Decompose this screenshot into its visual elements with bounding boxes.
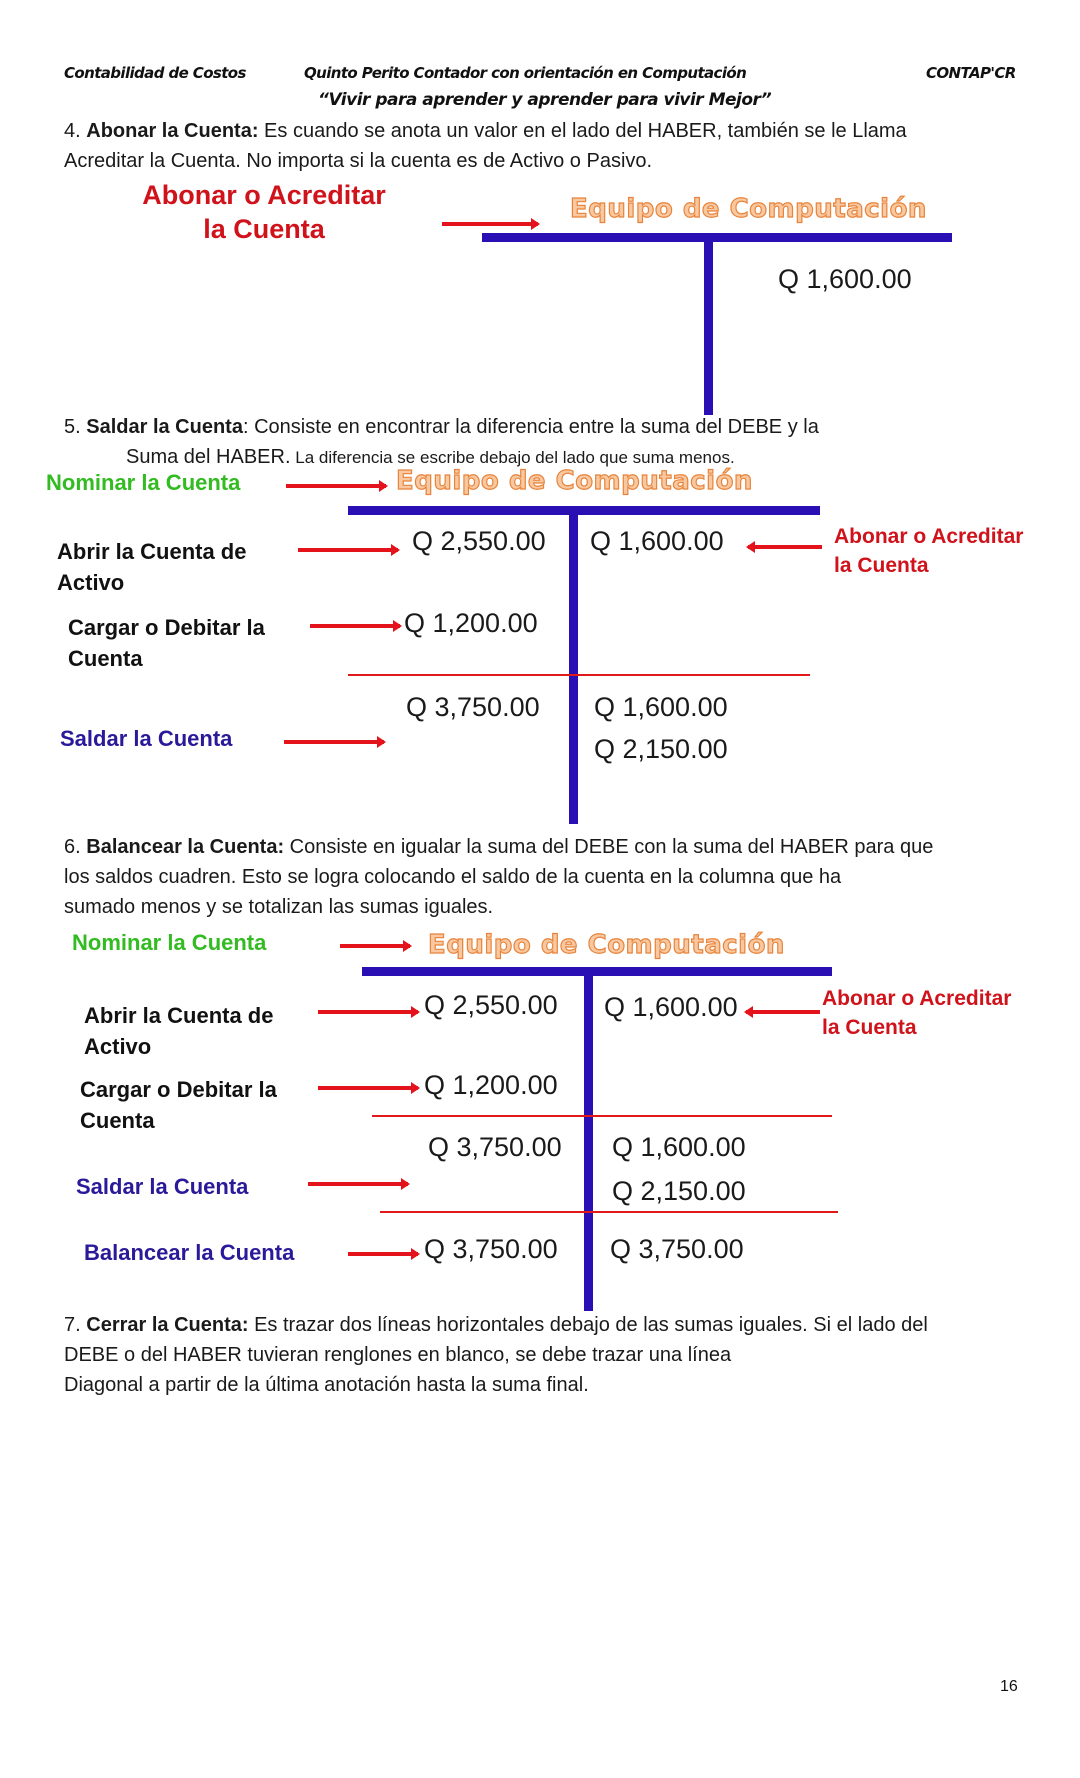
section-6-paragraph: 6. Balancear la Cuenta: Consiste en igualar la suma del DEBE con la suma del HABER para que los saldos cuadren. Esto se logra colocando el saldo de la cuenta en la columna que ha sumado menos y se totalizan las sumas iguales. bbox=[64, 836, 934, 918]
header-motto: “Vivir para aprender y aprender para vivir Mejor” bbox=[318, 90, 772, 110]
sum-line bbox=[348, 674, 810, 676]
debe-amount: Q 1,200.00 bbox=[424, 1070, 558, 1100]
arrow-right-icon bbox=[308, 1182, 408, 1186]
arrow-right-icon bbox=[348, 1252, 418, 1256]
arrow-left-icon bbox=[746, 1010, 820, 1014]
haber-sum: Q 1,600.00 bbox=[612, 1132, 746, 1162]
t-account-top-bar bbox=[362, 967, 832, 976]
section-7-term: Cerrar la Cuenta: bbox=[86, 1314, 249, 1336]
debe-amount: Q 2,550.00 bbox=[412, 526, 546, 556]
arrow-right-icon bbox=[340, 944, 410, 948]
sum-line bbox=[380, 1211, 838, 1213]
account-title: Equipo de Computación bbox=[396, 466, 753, 496]
t-account-divider bbox=[569, 506, 578, 824]
header-course: Contabilidad de Costos bbox=[64, 64, 246, 82]
arrow-right-icon bbox=[284, 740, 384, 744]
debe-amount: Q 1,200.00 bbox=[404, 608, 538, 638]
saldo-amount: Q 2,150.00 bbox=[594, 734, 728, 764]
haber-amount: Q 1,600.00 bbox=[604, 992, 738, 1022]
section-5-paragraph: 5. Saldar la Cuenta: Consiste en encontrar la diferencia entre la suma del DEBE y la Suma del HABER. La diferencia se escribe debajo del lado que suma menos. bbox=[64, 416, 819, 468]
debe-sum: Q 3,750.00 bbox=[406, 692, 540, 722]
label-balancear: Balancear la Cuenta bbox=[84, 1240, 295, 1265]
page-number: 16 bbox=[1000, 1678, 1018, 1695]
sum-line bbox=[372, 1115, 832, 1117]
label-cargar-debitar: Cargar o Debitar la Cuenta bbox=[80, 1077, 277, 1133]
arrow-right-icon bbox=[298, 548, 398, 552]
t-account-divider bbox=[584, 967, 593, 1311]
arrow-right-icon bbox=[442, 222, 538, 226]
debe-sum: Q 3,750.00 bbox=[428, 1132, 562, 1162]
label-abonar-acreditar: Abonar o Acreditar la Cuenta bbox=[822, 987, 1012, 1039]
arrow-right-icon bbox=[286, 484, 386, 488]
label-abonar-acreditar: Abonar o Acreditar la Cuenta bbox=[142, 180, 386, 244]
label-abrir-cuenta: Abrir la Cuenta de Activo bbox=[57, 539, 247, 595]
label-saldar: Saldar la Cuenta bbox=[60, 726, 233, 751]
section-7-paragraph: 7. Cerrar la Cuenta: Es trazar dos líneas horizontales debajo de las sumas iguales. Si el lado del DEBE o del HABER tuvieran renglones en blanco, se debe trazar una línea Diagonal a partir de la última anotación hasta la suma final. bbox=[64, 1314, 928, 1396]
arrow-right-icon bbox=[310, 624, 400, 628]
t-account-top-bar bbox=[482, 233, 952, 242]
account-title: Equipo de Computación bbox=[570, 194, 927, 224]
arrow-right-icon bbox=[318, 1010, 418, 1014]
label-nominar: Nominar la Cuenta bbox=[72, 930, 267, 955]
debe-amount: Q 2,550.00 bbox=[424, 990, 558, 1020]
label-abonar-acreditar: Abonar o Acreditar la Cuenta bbox=[834, 525, 1024, 577]
haber-amount: Q 1,600.00 bbox=[778, 264, 912, 294]
arrow-left-icon bbox=[748, 545, 822, 549]
label-saldar: Saldar la Cuenta bbox=[76, 1174, 249, 1199]
account-title: Equipo de Computación bbox=[428, 930, 785, 960]
section-5-term: Saldar la Cuenta bbox=[86, 416, 243, 438]
haber-amount: Q 1,600.00 bbox=[590, 526, 724, 556]
header-code: CONTAP'CR bbox=[926, 64, 1016, 82]
section-4-number: 4. bbox=[64, 120, 81, 142]
saldo-amount: Q 2,150.00 bbox=[612, 1176, 746, 1206]
arrow-right-icon bbox=[318, 1086, 418, 1090]
haber-sum: Q 1,600.00 bbox=[594, 692, 728, 722]
t-account-divider bbox=[704, 233, 713, 415]
header-program: Quinto Perito Contador con orientación en Computación bbox=[304, 64, 747, 82]
section-4-term: Abonar la Cuenta: bbox=[86, 120, 259, 142]
section-6-term: Balancear la Cuenta: bbox=[86, 836, 285, 858]
label-nominar: Nominar la Cuenta bbox=[46, 470, 241, 495]
label-cargar-debitar: Cargar o Debitar la Cuenta bbox=[68, 615, 265, 671]
label-abrir-cuenta: Abrir la Cuenta de Activo bbox=[84, 1003, 274, 1059]
haber-total: Q 3,750.00 bbox=[610, 1234, 744, 1264]
section-4-paragraph: 4. Abonar la Cuenta: Es cuando se anota un valor en el lado del HABER, también se le Llama Acreditar la Cuenta. No importa si la cuenta es de Activo o Pasivo. bbox=[64, 120, 907, 172]
t-account-top-bar bbox=[348, 506, 820, 515]
debe-total: Q 3,750.00 bbox=[424, 1234, 558, 1264]
